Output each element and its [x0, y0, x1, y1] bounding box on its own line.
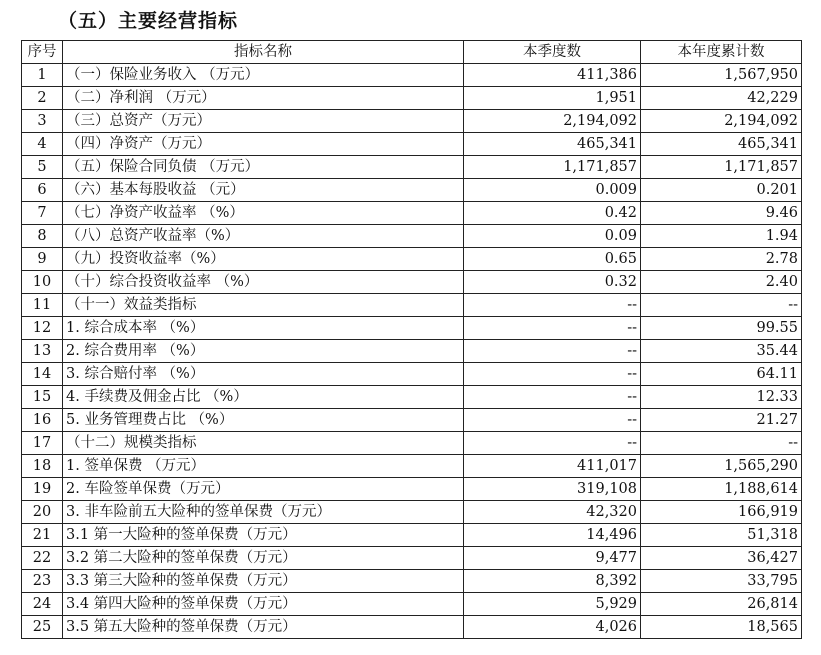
year-to-date-value: 35.44 [641, 340, 802, 363]
header-row [22, 41, 802, 64]
indicator-name: （三）总资产（万元） [63, 110, 464, 133]
row-index: 19 [22, 478, 63, 501]
row-index: 8 [22, 225, 63, 248]
table-row [22, 547, 802, 570]
table-row [22, 225, 802, 248]
year-to-date-value: -- [641, 294, 802, 317]
table-row [22, 593, 802, 616]
table-row [22, 294, 802, 317]
table-row [22, 317, 802, 340]
year-to-date-value: 51,318 [641, 524, 802, 547]
quarter-value: 0.42 [464, 202, 641, 225]
row-index: 6 [22, 179, 63, 202]
table-row [22, 455, 802, 478]
year-to-date-value: 465,341 [641, 133, 802, 156]
year-to-date-value: 99.55 [641, 317, 802, 340]
year-to-date-value: 18,565 [641, 616, 802, 639]
header-year-to-date: 本年度累计数 [641, 41, 802, 64]
indicator-name: 3.1 第一大险种的签单保费（万元） [63, 524, 464, 547]
quarter-value: 14,496 [464, 524, 641, 547]
row-index: 5 [22, 156, 63, 179]
indicator-name: 1. 综合成本率 （%） [63, 317, 464, 340]
quarter-value: 42,320 [464, 501, 641, 524]
year-to-date-value: 42,229 [641, 87, 802, 110]
row-index: 21 [22, 524, 63, 547]
quarter-value: -- [464, 409, 641, 432]
row-index: 20 [22, 501, 63, 524]
row-index: 13 [22, 340, 63, 363]
table-row [22, 64, 802, 87]
table-row [22, 156, 802, 179]
year-to-date-value: 64.11 [641, 363, 802, 386]
row-index: 23 [22, 570, 63, 593]
year-to-date-value: 21.27 [641, 409, 802, 432]
quarter-value: 1,951 [464, 87, 641, 110]
quarter-value: 1,171,857 [464, 156, 641, 179]
indicator-name: （七）净资产收益率 （%） [63, 202, 464, 225]
quarter-value: -- [464, 363, 641, 386]
indicator-name: （十一）效益类指标 [63, 294, 464, 317]
year-to-date-value: 26,814 [641, 593, 802, 616]
indicator-name: 3. 非车险前五大险种的签单保费（万元） [63, 501, 464, 524]
table-row [22, 616, 802, 639]
indicator-name: （二）净利润 （万元） [63, 87, 464, 110]
quarter-value: -- [464, 432, 641, 455]
indicator-name: 3.3 第三大险种的签单保费（万元） [63, 570, 464, 593]
row-index: 4 [22, 133, 63, 156]
table-body [22, 64, 802, 639]
quarter-value: 0.009 [464, 179, 641, 202]
table-row [22, 432, 802, 455]
year-to-date-value: 2.40 [641, 271, 802, 294]
indicator-name: 3. 综合赔付率 （%） [63, 363, 464, 386]
table-row [22, 478, 802, 501]
row-index: 9 [22, 248, 63, 271]
table-row [22, 524, 802, 547]
header-indicator-name: 指标名称 [63, 41, 464, 64]
year-to-date-value: 1,171,857 [641, 156, 802, 179]
quarter-value: 465,341 [464, 133, 641, 156]
quarter-value: 0.32 [464, 271, 641, 294]
indicator-name: （十二）规模类指标 [63, 432, 464, 455]
quarter-value: -- [464, 340, 641, 363]
row-index: 10 [22, 271, 63, 294]
year-to-date-value: 166,919 [641, 501, 802, 524]
year-to-date-value: 1,567,950 [641, 64, 802, 87]
row-index: 15 [22, 386, 63, 409]
quarter-value: -- [464, 386, 641, 409]
row-index: 3 [22, 110, 63, 133]
quarter-value: 411,386 [464, 64, 641, 87]
quarter-value: -- [464, 317, 641, 340]
quarter-value: -- [464, 294, 641, 317]
row-index: 22 [22, 547, 63, 570]
table-row [22, 110, 802, 133]
year-to-date-value: -- [641, 432, 802, 455]
year-to-date-value: 1,188,614 [641, 478, 802, 501]
table-row [22, 570, 802, 593]
year-to-date-value: 36,427 [641, 547, 802, 570]
indicator-name: 3.2 第二大险种的签单保费（万元） [63, 547, 464, 570]
indicator-name: 5. 业务管理费占比 （%） [63, 409, 464, 432]
indicator-name: （五）保险合同负债 （万元） [63, 156, 464, 179]
year-to-date-value: 2.78 [641, 248, 802, 271]
table-row [22, 271, 802, 294]
indicator-name: （八）总资产收益率（%） [63, 225, 464, 248]
indicator-name: （六）基本每股收益 （元） [63, 179, 464, 202]
row-index: 2 [22, 87, 63, 110]
row-index: 14 [22, 363, 63, 386]
quarter-value: 9,477 [464, 547, 641, 570]
year-to-date-value: 2,194,092 [641, 110, 802, 133]
indicator-name: （十）综合投资收益率 （%） [63, 271, 464, 294]
quarter-value: 319,108 [464, 478, 641, 501]
indicator-name: 4. 手续费及佣金占比 （%） [63, 386, 464, 409]
quarter-value: 411,017 [464, 455, 641, 478]
year-to-date-value: 33,795 [641, 570, 802, 593]
table-row [22, 248, 802, 271]
row-index: 24 [22, 593, 63, 616]
quarter-value: 8,392 [464, 570, 641, 593]
row-index: 1 [22, 64, 63, 87]
header-quarter: 本季度数 [464, 41, 641, 64]
table-row [22, 386, 802, 409]
indicators-table [21, 40, 802, 639]
table-row [22, 179, 802, 202]
year-to-date-value: 1,565,290 [641, 455, 802, 478]
row-index: 12 [22, 317, 63, 340]
quarter-value: 0.65 [464, 248, 641, 271]
year-to-date-value: 9.46 [641, 202, 802, 225]
row-index: 11 [22, 294, 63, 317]
section-title: （五）主要经营指标 [58, 10, 239, 32]
table-row [22, 363, 802, 386]
table-row [22, 133, 802, 156]
row-index: 16 [22, 409, 63, 432]
row-index: 17 [22, 432, 63, 455]
quarter-value: 4,026 [464, 616, 641, 639]
year-to-date-value: 1.94 [641, 225, 802, 248]
table-header [22, 41, 802, 64]
year-to-date-value: 12.33 [641, 386, 802, 409]
row-index: 18 [22, 455, 63, 478]
quarter-value: 0.09 [464, 225, 641, 248]
table-row [22, 340, 802, 363]
indicator-name: 3.4 第四大险种的签单保费（万元） [63, 593, 464, 616]
table-row [22, 202, 802, 225]
quarter-value: 5,929 [464, 593, 641, 616]
table-row [22, 501, 802, 524]
quarter-value: 2,194,092 [464, 110, 641, 133]
year-to-date-value: 0.201 [641, 179, 802, 202]
indicator-name: 1. 签单保费 （万元） [63, 455, 464, 478]
indicator-name: （四）净资产（万元） [63, 133, 464, 156]
table-row [22, 409, 802, 432]
indicator-name: （九）投资收益率（%） [63, 248, 464, 271]
table-row [22, 87, 802, 110]
row-index: 25 [22, 616, 63, 639]
header-index: 序号 [22, 41, 63, 64]
indicator-name: 2. 综合费用率 （%） [63, 340, 464, 363]
indicator-name: 2. 车险签单保费（万元） [63, 478, 464, 501]
indicator-name: （一）保险业务收入 （万元） [63, 64, 464, 87]
row-index: 7 [22, 202, 63, 225]
indicator-name: 3.5 第五大险种的签单保费（万元） [63, 616, 464, 639]
